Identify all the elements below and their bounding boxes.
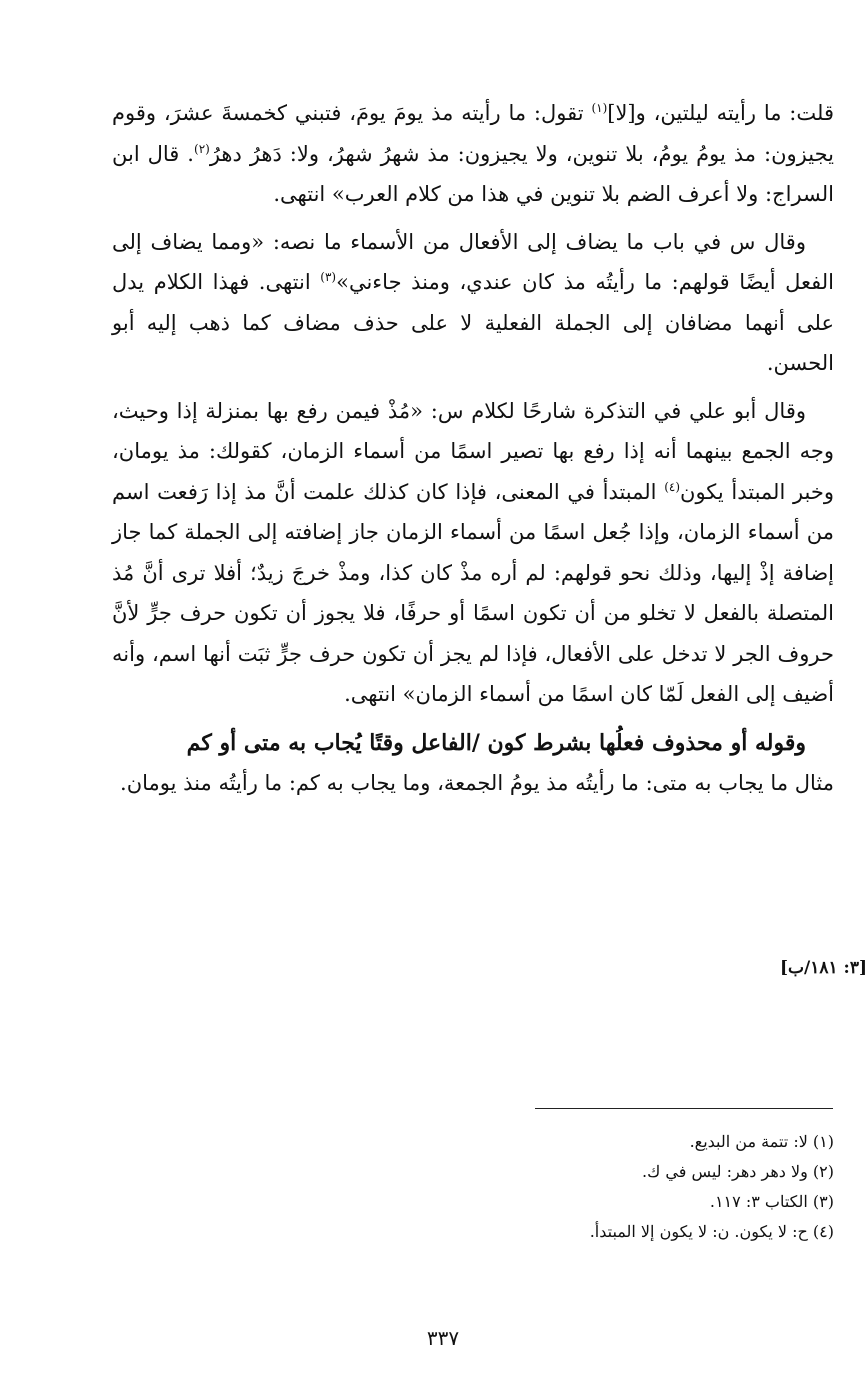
footnote-marker-1[interactable]: (١): [591, 101, 608, 115]
paragraph-2-text-b: انتهى. فهذا الكلام يدل على أنهما مضافان إلى الجملة الفعلية لا على حذف مضاف كما ذهب إليه أبو الحسن.: [112, 270, 834, 375]
footnotes: [400, 1127, 834, 1247]
footnote-marker-3[interactable]: (٣): [320, 270, 337, 284]
quoted-heading: وقوله أو محذوف فعلُها بشرط كون /الفاعل وقتًا يُجاب به متى أو كم: [186, 729, 806, 756]
footnote-marker-4[interactable]: (٤): [664, 479, 681, 494]
example-paragraph: مثال ما يجاب به متى: ما رأيتُه مذ يومُ الجمعة، وما يجاب به كم: ما رأيتُه منذ يومان.: [120, 771, 834, 795]
paragraph-1-text-b: تقول: ما رأيته مذ يومَ يومَ، فتبني كخمسةَ عشرَ، وقوم يجيزون: مذ يومُ يومُ، بلا تنوين، ولا يجيزون: مذ شهرُ شهرُ، ولا: دَهرُ دهرُ: [112, 101, 834, 166]
paragraph-1-text-c: . قال ابن السراج: ولا أعرف الضم بلا تنوين في هذا من كلام العرب» انتهى.: [112, 141, 834, 206]
paragraph-1: [112, 93, 834, 215]
main-text: [112, 93, 834, 804]
paragraph-3-text-a: وقال أبو علي في التذكرة شارحًا لكلام س: «مُذْ فيمن رفع بها بمنزلة إذا وحيث، وجه الجمع بينهما أنه إذا رفع بها تصير اسمًا من أسماء الزمان، كقولك: مذ يومان، وخبر المبتدأ يكون: [112, 398, 834, 504]
footnote-3: (٣) الكتاب ٣: ١١٧.: [709, 1192, 834, 1211]
paragraph-3: [112, 391, 834, 715]
footnote-marker-2[interactable]: (٢): [194, 141, 210, 156]
footnote-1: (١) لا: تتمة من البديع.: [689, 1132, 834, 1151]
page-number: ٣٣٧: [426, 1326, 460, 1350]
paragraph-3-text-b: المبتدأ في المعنى، فإذا كان كذلك علمت أنَّ مذ إذا رَفعت اسم من أسماء الزمان، وإذا جُعل اسمًا من أسماء الزمان جاز إضافته إلى الجملة كما جاز إضافة إذْ إليها، وذلك نحو قولهم: لم أره مذْ كان كذا، ومذْ خرجَ زيدٌ؛ أفلا ترى أنَّ مُذ المتصلة بالفعل لا تخلو من أن تكون اسمًا أو حرفًا، فلا يجوز أن تكون حرف جرٍّ لأنَّ حروف الجر لا تدخل على الأفعال، فإذا لم يجز أن تكون حرف جرٍّ ثبَت أنها اسم، وأنه أضيف إلى الفعل لَمّا كان اسمًا من أسماء الزمان» انتهى.: [112, 479, 834, 706]
margin-reference: [٣: ١٨١/ب]: [779, 958, 867, 978]
footnote-divider: [535, 1108, 833, 1109]
paragraph-1-text-a: قلت: ما رأيته ليلتين، و[لا]: [607, 101, 834, 125]
paragraph-2: [112, 222, 834, 384]
footnote-4: (٤) ح: لا يكون. ن: لا يكون إلا المبتدأ.: [589, 1222, 834, 1241]
paragraph-2-text-a: وقال س في باب ما يضاف إلى الأفعال من الأسماء ما نصه: «ومما يضاف إلى الفعل أيضًا قولهم: ما رأيتُه مذ كان عندي، ومنذ جاءني»: [112, 229, 835, 294]
footnote-2: (٢) ولا دهر دهر: ليس في ك.: [642, 1162, 834, 1181]
